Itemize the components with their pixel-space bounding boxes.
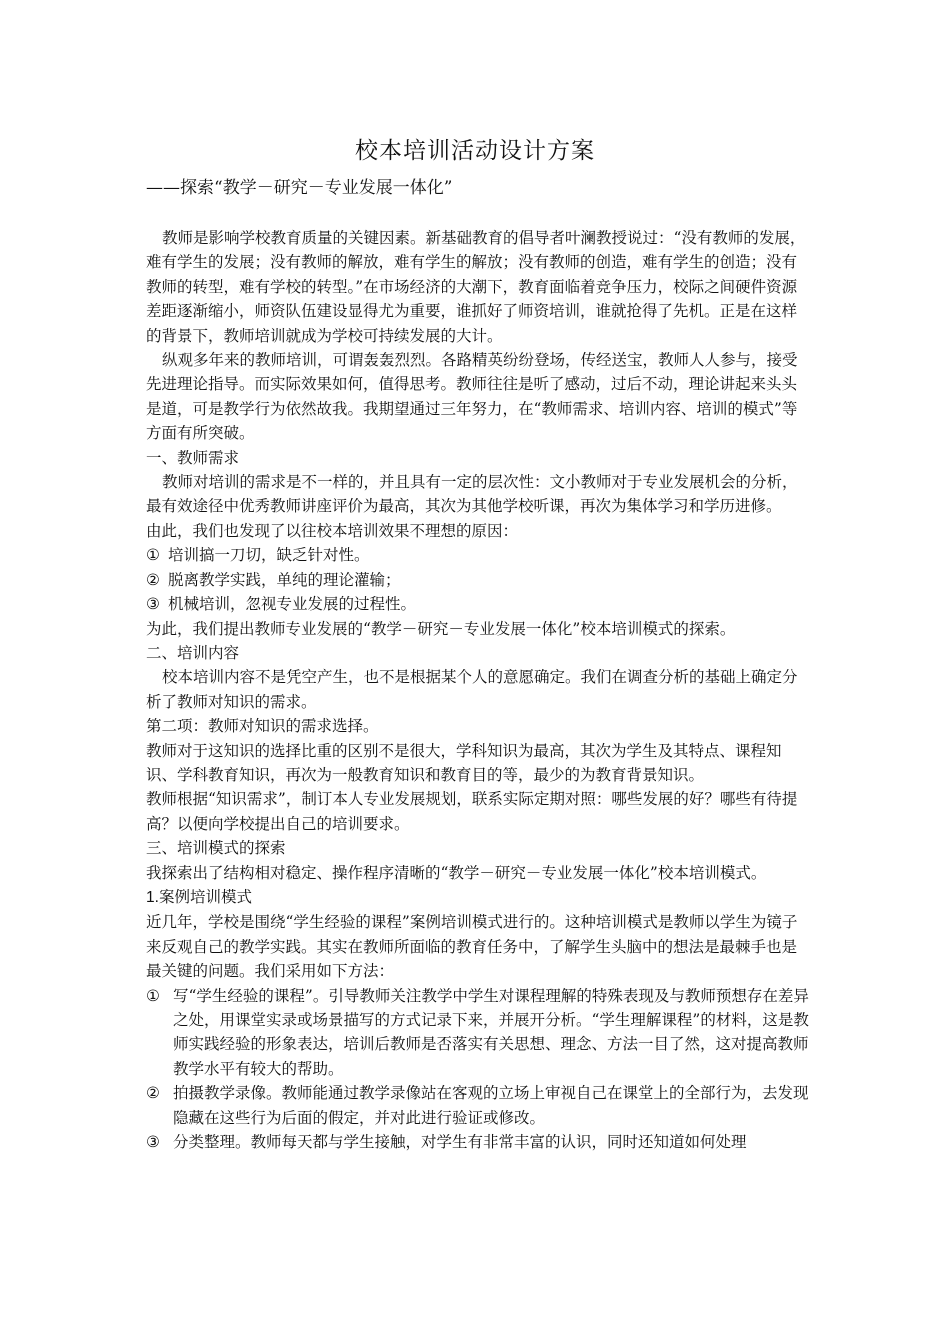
reason-text: 脱离教学实践，单纯的理论灌输； [168,570,401,589]
method-number: ③ [146,1133,160,1152]
method-number: ② [146,1084,160,1103]
method-text: 写“学生经验的课程”。引导教师关注教学中学生对课程理解的特殊表现及与教师预想存在差异之处，用课堂实录或场景描写的方式记录下来，并展开分析。“学生理解课程”的材料，这是教师实践经验的形象表达，培训后教师是否落实有关思想、理念、方法一目了然，这对提高教师教学水平有较大的帮助。 [173,986,809,1078]
reason-text: 培训搞一刀切，缺乏针对性。 [168,546,370,565]
method-text: 拍摄教学录像。教师能通过教学录像站在客观的立场上审视自己在课堂上的全部行为，去发现隐藏在这些行为后面的假定，并对此进行验证或修改。 [173,1084,809,1127]
intro-paragraph-1: 教师是影响学校教育质量的关键因素。新基础教育的倡导者叶澜教授说过：“没有教师的发展，难有学生的发展；没有教师的解放，难有学生的解放；没有教师的创造，难有学生的创造；没有教师的转型，难有学校的转型。”在市场经济的大潮下，教育面临着竞争压力，校际之间硬件资源差距逐渐缩小，师资队伍建设显得尤为重要，谁抓好了师资培训，谁就抢得了先机。正是在这样的背景下，教师培训就成为学校可持续发展的大计。 [146,229,806,345]
method-text: 分类整理。教师每天都与学生接触，对学生有非常丰富的认识，同时还知道如何处理 [173,1133,747,1152]
reason-number: ① [146,546,160,565]
needs-conclusion: 为此，我们提出教师专业发展的“教学－研究－专业发展一体化”校本培训模式的探索。 [146,619,736,638]
reason-number: ③ [146,595,160,614]
content-item-heading: 第二项：教师对知识的需求选择。 [146,717,379,736]
reason-item [146,543,810,567]
method-item [146,1081,810,1130]
document-title: 校本培训活动设计方案 [355,138,595,164]
reason-number: ② [146,570,160,589]
reason-item [146,568,810,592]
subsection-title: 案例培训模式 [158,887,252,906]
section-heading-needs: 一、教师需求 [146,448,240,467]
method-item [146,984,810,1082]
needs-paragraph: 教师对培训的需求是不一样的，并且具有一定的层次性：文小教师对于专业发展机会的分析，最有效途径中优秀教师讲座评价为最高，其次为其他学校听课，再次为集体学习和学历进修。 [146,473,798,516]
content-item-paragraph-1: 教师对于这知识的选择比重的区别不是很大，学科知识为最高，其次为学生及其特点、课程知识、学科教育知识，再次为一般教育知识和教育目的等，最少的为教育背景知识。 [146,741,782,784]
case-paragraph: 近几年，学校是围绕“学生经验的课程”案例培训模式进行的。这种培训模式是教师以学生为镜子来反观自己的教学实践。其实在教师所面临的教育任务中，了解学生头脑中的想法是最棘手也是最关键的问题。我们采用如下方法： [146,913,798,981]
intro-paragraph-2: 纵观多年来的教师培训，可谓轰轰烈烈。各路精英纷纷登场，传经送宝，教师人人参与，接受先进理论指导。而实际效果如何，值得思考。教师往往是听了感动，过后不动，理论讲起来头头是道，可是教学行为依然故我。我期望通过三年努力，在“教师需求、培训内容、培训的模式”等方面有所突破。 [146,351,798,443]
model-paragraph: 我探索出了结构相对稳定、操作程序清晰的“教学－研究－专业发展一体化”校本培训模式。 [146,863,767,882]
subsection-number: 1. [146,888,159,906]
document-body [146,226,810,1154]
section-heading-content: 二、培训内容 [146,643,240,662]
reason-text: 机械培训，忽视专业发展的过程性。 [168,595,417,614]
subsection-heading-case [146,885,810,910]
section-heading-model: 三、培训模式的探索 [146,839,286,858]
reasons-intro: 由此，我们也发现了以往校本培训效果不理想的原因： [146,521,519,540]
reason-item [146,592,810,616]
method-number: ① [146,986,160,1005]
document-subtitle: ——探索“教学－研究－专业发展一体化” [146,178,453,198]
method-item [146,1130,810,1154]
content-paragraph: 校本培训内容不是凭空产生，也不是根据某个人的意愿确定。我们在调查分析的基础上确定分析了教师对知识的需求。 [146,668,798,711]
content-item-paragraph-2: 教师根据“知识需求”，制订本人专业发展规划，联系实际定期对照：哪些发展的好？哪些有待提高？以便向学校提出自己的培训要求。 [146,790,798,833]
